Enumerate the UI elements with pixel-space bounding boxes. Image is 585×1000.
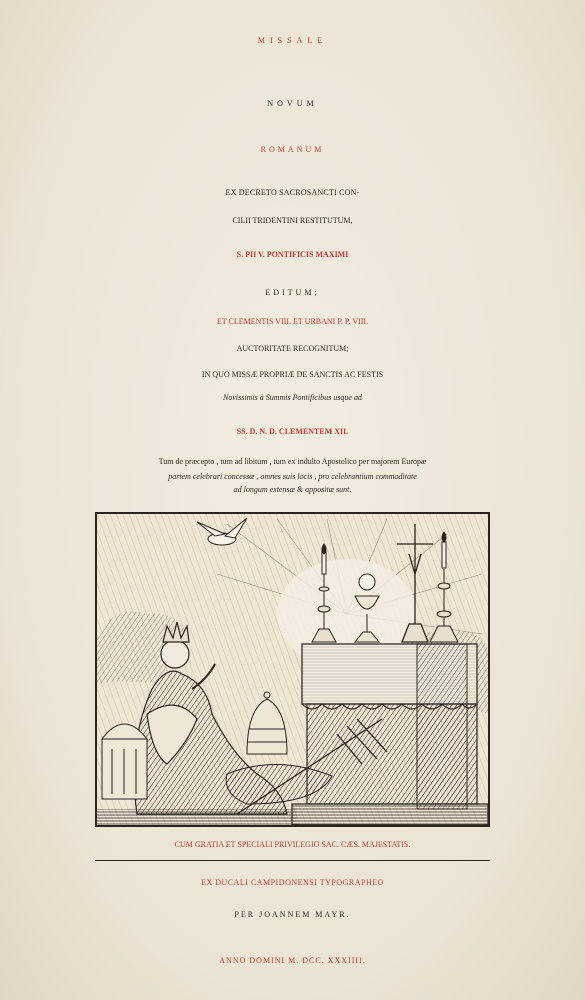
church-model-icon	[102, 724, 147, 799]
line-novissimis: Novissimis à Summis Pontificibus usque ad	[223, 393, 362, 402]
line-ss-dnd: SS. D. N. D. CLEMENTEM XII.	[236, 427, 349, 436]
line-anno-domini: ANNO DOMINI M. DCC. XXXIIII.	[219, 956, 366, 965]
line-tum-2: partem celebrari concessæ , omnes suis locis , pro celebrantium commoditate	[168, 472, 417, 481]
line-cum-gratia: CUM GRATIA ET SPECIALI PRIVILEGIO SAC. CÆS. MAJESTATIS.	[174, 840, 411, 849]
altar	[292, 644, 488, 825]
line-s-pii: S. PII V. PONTIFICIS MAXIMI	[236, 250, 349, 259]
line-in-quo: IN QUO MISSÆ PROPRIÆ DE SANCTIS AC FESTIS	[201, 370, 384, 379]
divider-rule	[95, 860, 490, 861]
line-cilii: CILII TRIDENTINI RESTITUTUM,	[232, 216, 353, 225]
line-tum-1: Tum de præcepto , tum ad libitum , tum ex indulto Apostolico per majorem Europæ	[158, 457, 427, 466]
line-clementis: ET CLEMENTIS VIII. ET URBANI P. P. VIII.	[216, 317, 369, 326]
title-romanum: ROMANUM	[260, 145, 325, 154]
engraving-svg	[97, 514, 488, 825]
line-tum-3: ad longum extensæ & appositæ sunt.	[233, 485, 352, 494]
line-per-joannem: PER JOANNEM MAYR.	[234, 910, 351, 919]
line-ex-ducali: EX DUCALI CAMPIDONENSI TYPOGRAPHEO	[201, 878, 384, 887]
title-missale: MISSALE	[257, 36, 328, 45]
line-auctoritate: AUCTORITATE RECOGNITUM;	[236, 344, 349, 353]
engraving-illustration	[95, 512, 490, 827]
line-editum: EDITUM;	[265, 288, 320, 297]
title-novum: NOVUM	[267, 99, 318, 108]
line-ex-decreto: EX DECRETO SACROSANCTI CON-	[225, 188, 360, 197]
